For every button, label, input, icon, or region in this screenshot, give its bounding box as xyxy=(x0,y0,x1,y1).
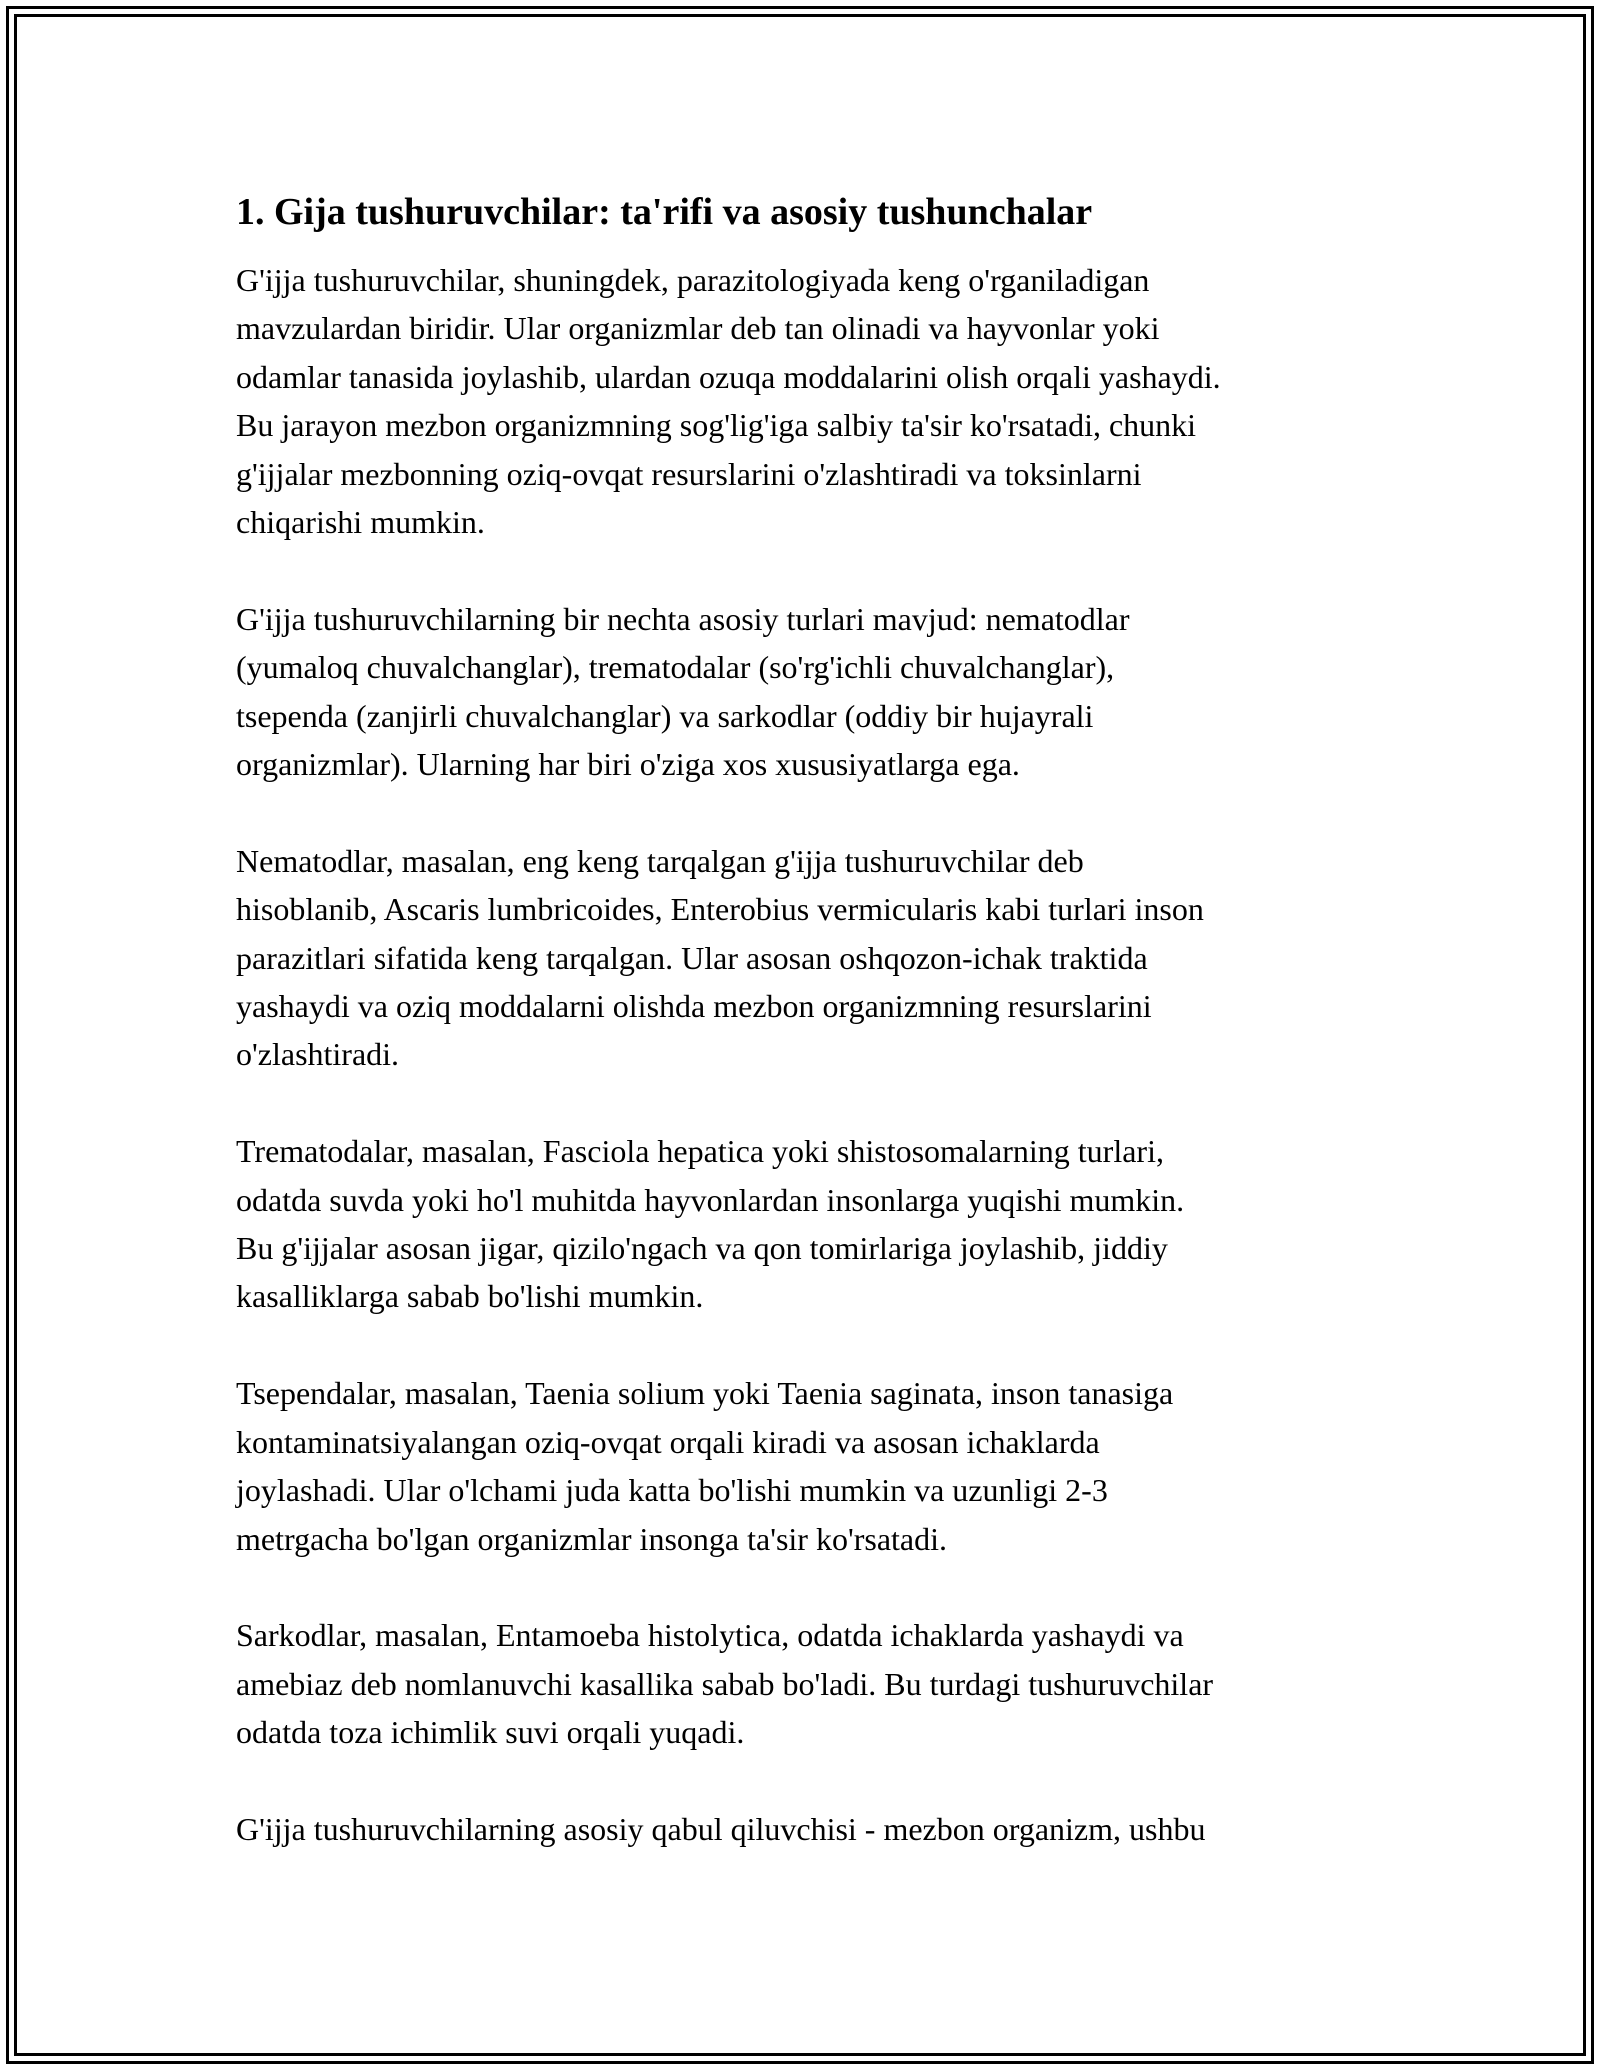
paragraph xyxy=(236,1611,1376,1756)
text-line: joylashadi. Ular o'lchami juda katta bo'lishi mumkin va uzunligi 2-3 xyxy=(236,1472,1108,1509)
paragraph xyxy=(236,1369,1376,1563)
text-line: yashaydi va oziq moddalarni olishda mezbon organizmning resurslarini xyxy=(236,988,1152,1025)
text-line: kasalliklarga sabab bo'lishi mumkin. xyxy=(236,1278,704,1315)
paragraph xyxy=(236,837,1376,1079)
text-line: Nematodlar, masalan, eng keng tarqalgan g'ijja tushuruvchilar deb xyxy=(236,842,1084,879)
text-line: chiqarishi mumkin. xyxy=(236,504,485,541)
text-line: kontaminatsiyalangan oziq-ovqat orqali kiradi va asosan ichaklarda xyxy=(236,1423,1100,1460)
paragraph xyxy=(236,1805,1376,1853)
text-line: tsependa (zanjirli chuvalchanglar) va sarkodlar (oddiy bir hujayrali xyxy=(236,697,1094,734)
text-line: Sarkodlar, masalan, Entamoeba histolytica, odatda ichaklarda yashaydi va xyxy=(236,1617,1184,1654)
text-line: g'ijjalar mezbonning oziq-ovqat resurslarini o'zlashtiradi va toksinlarni xyxy=(236,455,1142,492)
text-line: parazitlari sifatida keng tarqalgan. Ular asosan oshqozon-ichak traktida xyxy=(236,939,1148,976)
text-line: organizmlar). Ularning har biri o'ziga xos xususiyatlarga ega. xyxy=(236,746,1020,783)
text-line: mavzulardan biridir. Ular organizmlar deb tan olinadi va hayvonlar yoki xyxy=(236,310,1160,347)
text-line: o'zlashtiradi. xyxy=(236,1036,400,1073)
text-line: odamlar tanasida joylashib, ulardan ozuqa moddalarini olish orqali yashaydi. xyxy=(236,358,1221,395)
text-line: hisoblanib, Ascaris lumbricoides, Enterobius vermicularis kabi turlari inson xyxy=(236,891,1204,928)
text-line: amebiaz deb nomlanuvchi kasallika sabab bo'ladi. Bu turdagi tushuruvchilar xyxy=(236,1665,1214,1702)
document-body xyxy=(236,186,1376,1902)
text-line: G'ijja tushuruvchilarning bir nechta asosiy turlari mavjud: nematodlar xyxy=(236,600,1130,637)
text-line: Bu g'ijjalar asosan jigar, qizilo'ngach va qon tomirlariga joylashib, jiddiy xyxy=(236,1230,1168,1267)
paragraph xyxy=(236,595,1376,789)
text-line: odatda toza ichimlik suvi orqali yuqadi. xyxy=(236,1714,745,1751)
text-line: odatda suvda yoki ho'l muhitda hayvonlardan insonlarga yuqishi mumkin. xyxy=(236,1181,1185,1218)
text-line: G'ijja tushuruvchilar, shuningdek, parazitologiyada keng o'rganiladigan xyxy=(236,262,1150,298)
text-line: G'ijja tushuruvchilarning asosiy qabul qiluvchisi - mezbon organizm, ushbu xyxy=(236,1810,1206,1847)
text-line: (yumaloq chuvalchanglar), trematodalar (so'rg'ichli chuvalchanglar), xyxy=(236,649,1115,686)
text-line: metrgacha bo'lgan organizmlar insonga ta'sir ko'rsatadi. xyxy=(236,1520,948,1557)
text-line: Tsependalar, masalan, Taenia solium yoki Taenia saginata, inson tanasiga xyxy=(236,1375,1174,1412)
paragraph xyxy=(236,256,1376,546)
text-line: Trematodalar, masalan, Fasciola hepatica yoki shistosomalarning turlari, xyxy=(236,1133,1164,1170)
section-heading: 1. Gija tushuruvchilar: ta'rifi va asosiy tushunchalar xyxy=(236,191,1093,233)
paragraph xyxy=(236,1127,1376,1321)
text-line: Bu jarayon mezbon organizmning sog'lig'iga salbiy ta'sir ko'rsatadi, chunki xyxy=(236,407,1197,444)
